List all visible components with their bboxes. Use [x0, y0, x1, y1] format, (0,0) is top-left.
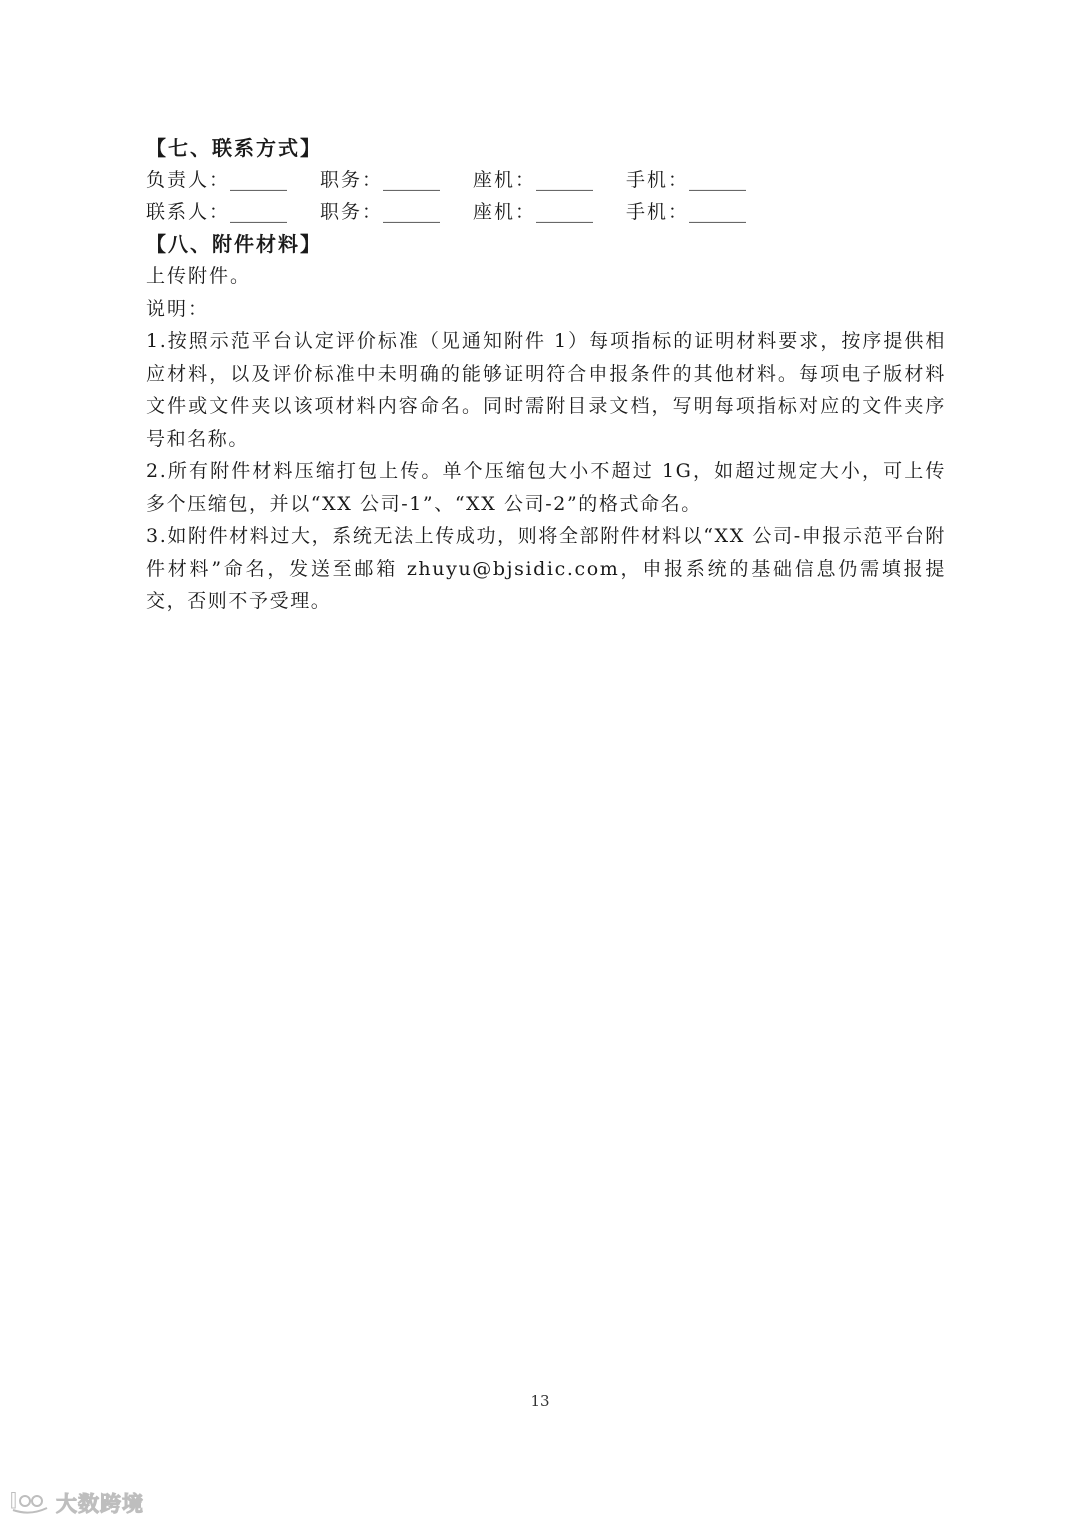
contact-field — [320, 164, 473, 196]
field-label: 职务： — [320, 201, 384, 223]
contact-row-contact-person — [146, 196, 946, 228]
field-blank: ______ — [536, 169, 594, 191]
note-paragraph-1: 1.按照示范平台认定评价标准（见通知附件 1）每项指标的证明材料要求，按序提供相应材料，以及评价标准中未明确的能够证明符合申报条件的其他材料。每项电子版材料文件或文件夹以该项材料内容命名。同时需附目录文档，写明每项指标对应的文件夹序号和名称。 — [146, 330, 946, 450]
contact-field — [146, 196, 320, 228]
watermark-text: 大数跨境 — [56, 1492, 144, 1516]
field-blank: ______ — [536, 201, 594, 223]
contact-field — [146, 164, 320, 196]
page-number: 13 — [530, 1392, 550, 1410]
field-label: 座机： — [473, 201, 537, 223]
watermark — [10, 1488, 144, 1518]
contact-field — [320, 196, 473, 228]
note-paragraph-2: 2.所有附件材料压缩打包上传。单个压缩包大小不超过 1G，如超过规定大小，可上传多个压缩包，并以“XX 公司-1”、“XX 公司-2”的格式命名。 — [146, 460, 946, 515]
note-paragraph-3: 3.如附件材料过大，系统无法上传成功，则将全部附件材料以“XX 公司-申报示范平台附件材料”命名，发送至邮箱 zhuyu@bjsidic.com，申报系统的基础信息仍需填报提交，否则不予受理。 — [146, 525, 946, 612]
contact-field — [626, 196, 786, 228]
field-label: 手机： — [626, 201, 690, 223]
field-blank: ______ — [383, 201, 441, 223]
field-label: 联系人： — [146, 201, 231, 223]
field-blank: ______ — [689, 169, 747, 191]
section-7-heading: 【七、联系方式】 — [146, 136, 322, 160]
field-blank: ______ — [689, 201, 747, 223]
field-label: 手机： — [626, 169, 690, 191]
field-label: 职务： — [320, 169, 384, 191]
note-label: 说明： — [146, 297, 210, 320]
contact-row-responsible — [146, 164, 946, 196]
upload-text: 上传附件。 — [146, 265, 252, 287]
contact-field — [473, 164, 626, 196]
contact-field — [473, 196, 626, 228]
field-label: 负责人： — [146, 169, 231, 191]
field-blank: ______ — [383, 169, 441, 191]
field-blank: ______ — [230, 169, 288, 191]
field-blank: ______ — [230, 201, 288, 223]
contact-field — [626, 164, 786, 196]
field-label: 座机： — [473, 169, 537, 191]
page-content — [146, 132, 946, 618]
svg-text:l: l — [10, 1489, 17, 1513]
section-8-heading: 【八、附件材料】 — [146, 232, 322, 256]
watermark-logo-icon — [10, 1488, 50, 1518]
